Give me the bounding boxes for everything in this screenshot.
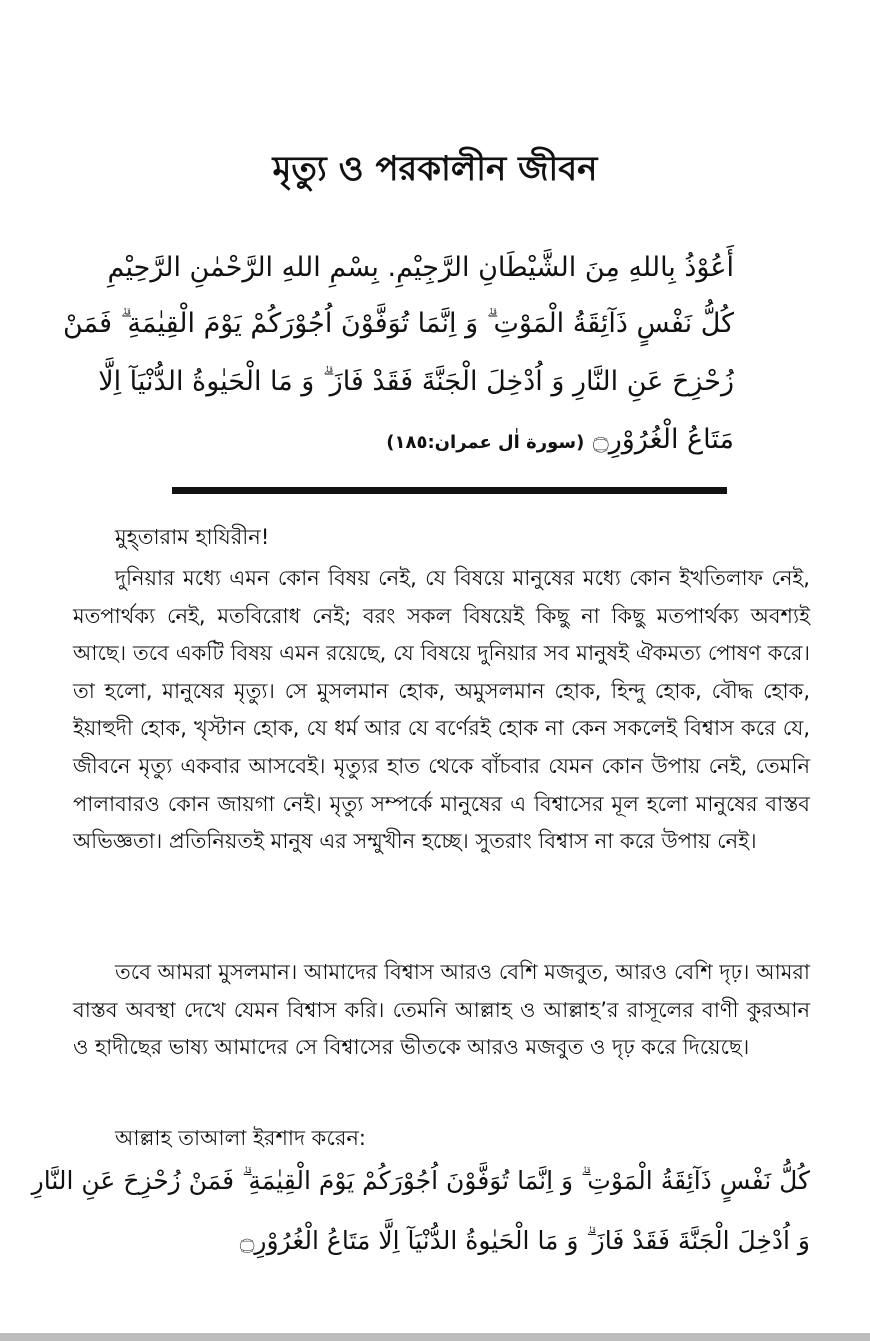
arabic-verse-line-3: [386, 424, 734, 455]
arabic-taawwuz-basmala: أَعُوْذُ بِاللهِ مِنَ الشَّيْطَانِ الرَّجِيْمِ. بِسْمِ اللهِ الرَّحْمٰنِ الرَّحِيْمِ: [107, 252, 734, 283]
salutation: মুহ্তারাম হাযিরীন!: [115, 525, 270, 549]
paragraph-2: তবে আমরা মুসলমান। আমাদের বিশ্বাস আরও বেশি মজবুত, আরও বেশি দৃঢ়। আমরা বাস্তব অবস্থা দেখে যেমন বিশ্বাস করি। তেমনি আল্লাহ ও আল্লাহ’র রাসূলের বাণী কুরআন ও হাদীছের ভাষ্য আমাদের সে বিশ্বাসের ভীতকে আরও মজবুত ও দৃঢ় করে দিয়েছে।: [73, 960, 810, 1060]
surah-reference: (سورة اٰل عمران:١٨٥): [386, 432, 585, 453]
section-divider: [172, 487, 727, 494]
arabic-verse-line-1: كُلُّ نَفْسٍ ذَآئِقَةُ الْمَوْتِ ۗ وَ اِنَّمَا تُوَفَّوْنَ اُجُوْرَكُمْ يَوْمَ الْقِيٰمَةِ ۗ فَمَنْ: [62, 308, 734, 339]
paragraph-1: দুনিয়ার মধ্যে এমন কোন বিষয় নেই, যে বিষয়ে মানুষের মধ্যে কোন ইখতিলাফ নেই, মতপার্থক্য নেই, মতবিরোধ নেই; বরং সকল বিষয়েই কিছু না কিছু মতপার্থক্য অবশ্যই আছে। তবে একটি বিষয় এমন রয়েছে, যে বিষয়ে দুনিয়ার সব মানুষই ঐকমত্য পোষণ করে। তা হলো, মানুষের মৃত্যু। সে মুসলমান হোক, অমুসলমান হোক, হিন্দু হোক, বৌদ্ধ হোক, ইয়াহুদী হোক, খৃস্টান হোক, যে ধর্ম আর যে বর্ণেরই হোক না কেন সকলেই বিশ্বাস করে যে, জীবনে মৃত্যু একবার আসবেই। মৃত্যুর হাত থেকে বাঁচবার যেমন কোন উপায় নেই, তেমনি পালাবারও কোন জায়গা নেই। মৃত্যু সম্পর্কে মানুষের এ বিশ্বাসের মূল হলো মানুষের বাস্তব অভিজ্ঞতা। প্রতিনিয়তই মানুষ এর সম্মুখীন হচ্ছে। সুতরাং বিশ্বাস না করে উপায় নেই।: [73, 566, 810, 854]
arabic-verse-line-2: زُحْزِحَ عَنِ النَّارِ وَ اُدْخِلَ الْجَنَّةَ فَقَدْ فَازَ ۗ وَ مَا الْحَيٰوةُ الدُّنْيَآ اِلَّا: [98, 366, 734, 397]
arabic-quote-line-2: وَ اُدْخِلَ الْجَنَّةَ فَقَدْ فَازَ ۗ وَ مَا الْحَيٰوةُ الدُّنْيَآ اِلَّا مَتَاعُ الْغُرُوْرِ۝: [239, 1226, 810, 1255]
chapter-title: মৃত্যু ও পরকালীন জীবন: [272, 149, 598, 189]
page-bottom-edge: [0, 1333, 870, 1341]
quote-lead-in: আল্লাহ তাআলা ইরশাদ করেন:: [115, 1126, 366, 1150]
arabic-quote-line-1: كُلُّ نَفْسٍ ذَآئِقَةُ الْمَوْتِ ۗ وَ اِنَّمَا تُوَفَّوْنَ اُجُوْرَكُمْ يَوْمَ الْقِيٰمَةِ ۗ فَمَنْ زُحْزِحَ عَنِ النَّارِ: [31, 1166, 810, 1195]
arabic-verse-end: مَتَاعُ الْغُرُوْرِ۝: [592, 424, 734, 455]
